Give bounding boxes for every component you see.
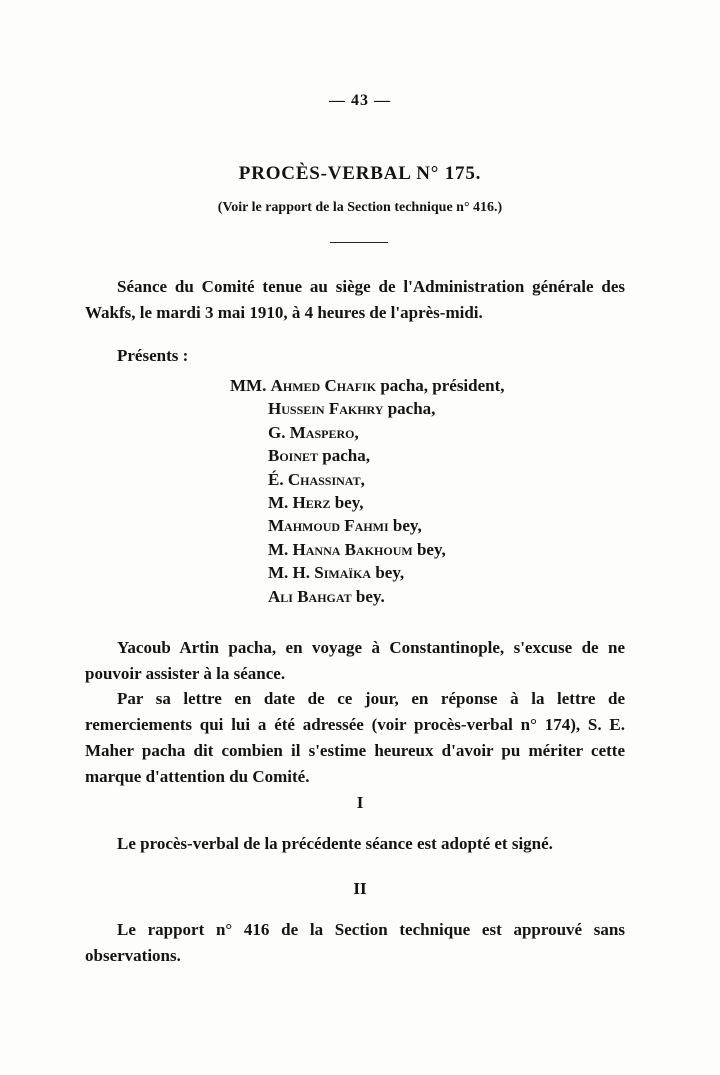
member-entry: Ali Bahgat bey. — [268, 586, 385, 606]
title-divider — [330, 242, 388, 243]
member-entry: M. H. Simaïka bey, — [268, 563, 405, 583]
member-entry: Boinet pacha, — [268, 446, 370, 466]
page-title: PROCÈS-VERBAL N° 175. — [238, 163, 482, 184]
member-entry: M. Hanna Bakhoum bey, — [268, 539, 446, 559]
member-name: Ahmed Chafik — [270, 376, 377, 395]
member-name: Maspero — [289, 422, 355, 442]
member-entry: MM. Ahmed Chafik pacha, président, — [230, 376, 505, 395]
member-entry: M. Herz bey, — [268, 493, 364, 513]
subtitle-reference: (Voir le rapport de la Section technique n° 416.) — [217, 200, 503, 215]
section-heading-i: I — [356, 793, 364, 812]
member-entry: G. Maspero, — [268, 422, 359, 442]
member-name: Chassinat — [287, 469, 361, 489]
member-entry: Hussein Fakhry pacha, — [268, 399, 436, 419]
member-name: Boinet — [268, 446, 319, 466]
opening-paragraph: Séance du Comité tenue au siège de l'Administration générale des Wakfs, le mardi 3 mai 1910, à 4 heures de l'après-midi. — [85, 277, 625, 322]
presents-label: Présents : — [117, 346, 189, 365]
page-number: — 43 — — [329, 92, 391, 109]
excuse-paragraph: Yacoub Artin pacha, en voyage à Constantinople, s'excuse de ne pouvoir assister à la séance. — [85, 638, 625, 683]
letter-paragraph: Par sa lettre en date de ce jour, en réponse à la lettre de remerciements qui lui a été adressée (voir procès-verbal n° 174), S. E. Maher pacha dit combien il s'estime heureux d'avoir pu mériter cette marque d'attention du Comité. — [85, 689, 625, 786]
member-name: Mahmoud Fahmi — [268, 516, 389, 536]
member-name: Simaïka — [314, 563, 372, 583]
member-entry: É. Chassinat, — [268, 469, 365, 489]
member-name: Hanna Bakhoum — [292, 539, 413, 559]
member-entry: Mahmoud Fahmi bey, — [268, 516, 422, 536]
member-name: Ali Bahgat — [268, 586, 352, 606]
section-ii-text: Le rapport n° 416 de la Section technique est approuvé sans observations. — [85, 920, 625, 965]
member-name: Herz — [292, 493, 331, 513]
section-i-text: Le procès-verbal de la précédente séance est adopté et signé. — [117, 834, 553, 853]
member-name: Hussein Fakhry — [268, 399, 384, 419]
section-heading-ii: II — [353, 879, 367, 898]
members-list — [230, 374, 505, 608]
